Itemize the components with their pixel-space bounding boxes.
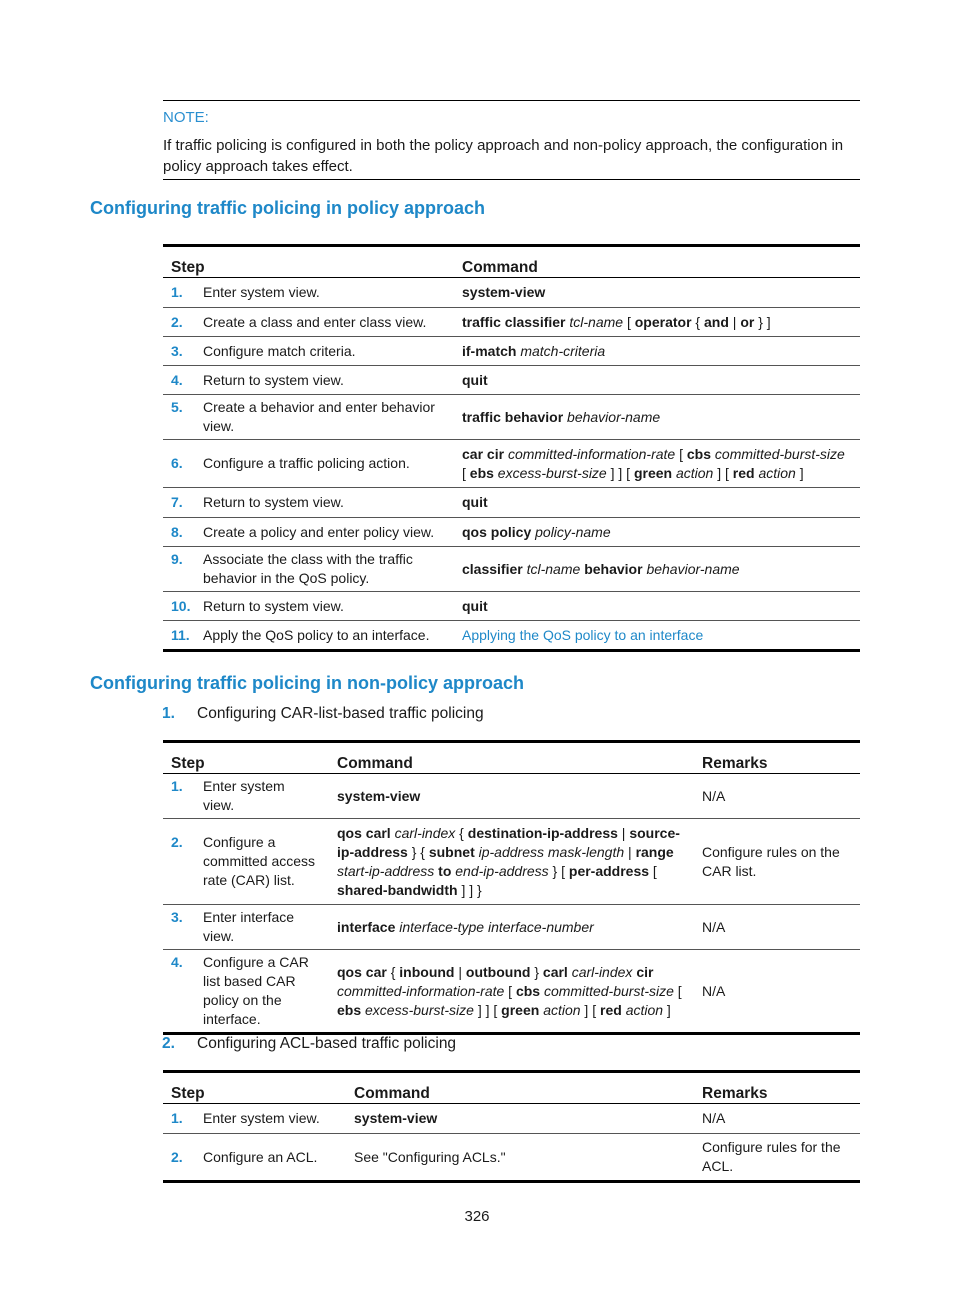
step-description: Enter system view. [203, 778, 285, 813]
command-argument: action [675, 464, 714, 481]
step-description: Return to system view. [203, 597, 344, 614]
table-row [163, 518, 860, 547]
step-number: 6. [171, 455, 183, 471]
command-argument: excess-burst-size [497, 464, 607, 481]
subsection-title: Configuring ACL-based traffic policing [197, 1035, 457, 1052]
command-text: [ [649, 862, 657, 879]
table-row [163, 547, 860, 592]
column-header-command: Command [337, 755, 413, 772]
command-argument: tcl-name [569, 313, 624, 330]
command-keyword: traffic classifier [462, 313, 566, 330]
command-cell [454, 488, 860, 518]
command-cell [454, 621, 860, 651]
note-label: NOTE: [163, 109, 209, 126]
step-description: Return to system view. [203, 494, 344, 510]
command-keyword: green [633, 464, 673, 481]
column-header-step: Step [171, 755, 205, 772]
command-keyword: qos carl [337, 824, 391, 841]
subsection-number: 1. [162, 705, 175, 722]
car-list-steps-table [163, 740, 860, 1035]
command-keyword: shared-bandwidth [337, 881, 458, 898]
table-row [163, 905, 860, 950]
command-argument: action [543, 1001, 581, 1018]
command-keyword: destination-ip-address [467, 824, 618, 841]
step-number: 2. [171, 834, 183, 850]
step-description: Associate the class with the traffic behavior in the QoS policy. [203, 551, 413, 586]
step-number: 4. [171, 954, 183, 970]
command-text: { [386, 963, 400, 980]
command-cell [329, 774, 694, 819]
command-keyword: ebs [469, 464, 494, 481]
column-header-command: Command [462, 259, 538, 276]
step-number: 9. [171, 551, 183, 567]
note-text: If traffic policing is configured in both the policy approach and non-policy approach, the configuration in policy approach takes effect. [163, 137, 844, 175]
command-cell [454, 337, 860, 366]
command-argument: interface-type interface-number [399, 918, 594, 935]
column-header-command: Command [354, 1085, 430, 1102]
step-number: 11. [171, 626, 190, 643]
command-keyword: subnet [428, 843, 475, 860]
command-cell [329, 950, 694, 1034]
command-keyword: cir [636, 963, 654, 980]
step-number: 1. [171, 778, 183, 794]
table-row [163, 592, 860, 621]
step-description: Create a behavior and enter behavior view. [203, 399, 435, 434]
command-text: | [624, 843, 636, 860]
command-argument: behavior-name [646, 560, 740, 577]
column-header-step: Step [171, 259, 205, 276]
command-text: | [454, 963, 466, 980]
command-argument: end-ip-address [455, 862, 549, 879]
command-keyword: to [438, 862, 452, 879]
step-description: Enter system view. [203, 1110, 320, 1126]
step-number: 2. [171, 1148, 183, 1165]
command-text: ] [663, 1001, 671, 1018]
step-description: Configure a traffic policing action. [203, 455, 410, 471]
command-keyword: quit [462, 597, 488, 614]
step-description: Create a class and enter class view. [203, 313, 427, 330]
table-header-row [163, 246, 860, 278]
command-keyword: quit [462, 494, 488, 510]
command-cell [454, 278, 860, 308]
step-number: 3. [171, 342, 183, 359]
command-text: [ [623, 313, 635, 330]
table-row [163, 308, 860, 337]
command-text: [ [462, 464, 470, 481]
step-description: Return to system view. [203, 371, 344, 388]
table-row [163, 440, 860, 488]
table-row [163, 395, 860, 440]
remarks-cell: N/A [702, 918, 726, 935]
command-cell [329, 905, 694, 950]
command-argument: start-ip-address [337, 862, 435, 879]
step-number: 8. [171, 523, 183, 540]
command-cell [454, 440, 860, 488]
command-keyword: cbs [515, 982, 541, 999]
step-number: 10. [171, 597, 191, 614]
command-text: ] ] [ [606, 464, 634, 481]
command-cell [454, 395, 860, 440]
step-description: Configure a committed access rate (CAR) list. [203, 834, 316, 888]
command-text: ] [ [713, 464, 733, 481]
command-text: } { [407, 843, 429, 860]
step-description: Enter system view. [203, 284, 320, 300]
acl-steps-table [163, 1070, 860, 1183]
command-keyword: carl [542, 963, 568, 980]
command-argument: behavior-name [567, 408, 661, 425]
command-argument: tcl-name [526, 560, 581, 577]
command-argument: committed-burst-size [543, 982, 674, 999]
remarks-cell: N/A [702, 982, 726, 999]
table-row [163, 621, 860, 651]
command-keyword: traffic behavior [462, 408, 564, 425]
command-keyword: qos car [337, 963, 387, 980]
command-argument: action [758, 464, 796, 481]
command-text: | [728, 313, 741, 330]
command-cell [346, 1134, 694, 1182]
command-argument: carl-index [571, 963, 633, 980]
step-description: Apply the QoS policy to an interface. [203, 626, 430, 643]
command-keyword: ebs [337, 1001, 362, 1018]
command-cell [454, 592, 860, 621]
table-row [163, 337, 860, 366]
step-description: Create a policy and enter policy view. [203, 523, 435, 540]
step-number: 7. [171, 494, 183, 510]
command-argument: ip-address mask-length [478, 843, 625, 860]
subsection-number: 2. [162, 1035, 175, 1052]
step-description: Configure an ACL. [203, 1148, 318, 1165]
command-keyword: system-view [462, 284, 546, 300]
column-header-remarks: Remarks [702, 755, 768, 772]
command-keyword: outbound [465, 963, 531, 980]
table-row [163, 950, 860, 1034]
command-argument: policy-name [535, 523, 611, 540]
command-keyword: quit [462, 371, 488, 388]
command-text: See "Configuring ACLs." [354, 1148, 506, 1165]
command-keyword: interface [337, 918, 396, 935]
command-keyword: red [600, 1001, 622, 1018]
command-keyword: cbs [686, 445, 712, 462]
subsection-car-list [162, 705, 484, 723]
command-keyword: classifier [462, 560, 523, 577]
command-text: ] ] [ [473, 1001, 502, 1018]
subsection-title: Configuring CAR-list-based traffic policing [197, 705, 484, 722]
command-keyword: system-view [337, 787, 421, 804]
command-keyword: green [501, 1001, 540, 1018]
section-heading-policy: Configuring traffic policing in policy approach [90, 198, 486, 218]
step-number: 5. [171, 399, 183, 415]
table-header-row [163, 742, 860, 774]
table-header-row [163, 1072, 860, 1104]
command-keyword: qos policy [462, 523, 532, 540]
table-row [163, 1134, 860, 1182]
section-heading-non-policy: Configuring traffic policing in non-policy approach [90, 673, 524, 693]
step-description: Enter interface view. [203, 909, 295, 944]
note-box [163, 100, 860, 180]
table-row [163, 1104, 860, 1134]
step-number: 3. [171, 909, 183, 925]
command-text: ] ] } [457, 881, 482, 898]
command-argument: committed-burst-size [714, 445, 845, 462]
command-keyword: car cir [462, 445, 505, 462]
command-keyword: operator [634, 313, 692, 330]
command-argument: match-criteria [520, 342, 606, 359]
command-cell [454, 366, 860, 395]
command-keyword: per-address [568, 862, 650, 879]
command-keyword: or [740, 313, 755, 330]
command-text: ] [795, 464, 804, 481]
command-cell [454, 518, 860, 547]
step-number: 2. [171, 313, 183, 330]
command-text: } ] [754, 313, 771, 330]
command-text: [ [504, 982, 516, 999]
remarks-cell: N/A [702, 1110, 726, 1126]
command-text: } [530, 963, 543, 980]
command-text: { [691, 313, 705, 330]
step-number: 1. [171, 284, 183, 300]
command-argument: committed-information-rate [337, 982, 505, 999]
step-description: Configure match criteria. [203, 342, 356, 359]
command-cell [454, 547, 860, 592]
step-number: 1. [171, 1110, 183, 1126]
command-argument: carl-index [394, 824, 456, 841]
command-cell [329, 819, 694, 905]
remarks-cell: Configure rules for the ACL. [702, 1139, 841, 1174]
remarks-cell: N/A [702, 787, 726, 804]
command-text: } [ [548, 862, 569, 879]
column-header-step: Step [171, 1085, 205, 1102]
table-row [163, 774, 860, 819]
command-keyword: system-view [354, 1110, 438, 1126]
command-argument: action [625, 1001, 664, 1018]
policy-steps-table [163, 244, 860, 652]
command-text: [ [675, 445, 687, 462]
step-number: 4. [171, 371, 183, 388]
table-row [163, 278, 860, 308]
command-argument: excess-burst-size [365, 1001, 474, 1018]
table-row [163, 366, 860, 395]
command-cell [454, 308, 860, 337]
command-argument: committed-information-rate [507, 445, 676, 462]
table-row [163, 819, 860, 905]
column-header-remarks: Remarks [702, 1085, 768, 1102]
subsection-acl-based [162, 1035, 456, 1053]
command-keyword: source-ip-address [337, 824, 680, 860]
command-text: | [617, 824, 630, 841]
cross-reference-link[interactable]: Applying the QoS policy to an interface [462, 626, 704, 643]
command-keyword: behavior [584, 560, 643, 577]
command-cell [346, 1104, 694, 1134]
command-keyword: if-match [462, 342, 517, 359]
remarks-cell: Configure rules on the CAR list. [702, 843, 840, 879]
command-keyword: and [704, 313, 729, 330]
command-keyword: inbound [399, 963, 455, 980]
step-description: Configure a CAR list based CAR policy on the interface. [203, 954, 309, 1027]
command-text: ] [ [580, 1001, 600, 1018]
page-number: 326 [464, 1208, 490, 1225]
table-row [163, 488, 860, 518]
command-keyword: range [635, 843, 674, 860]
command-keyword: red [732, 464, 755, 481]
command-text: { [455, 824, 468, 841]
command-text: [ [673, 982, 682, 999]
